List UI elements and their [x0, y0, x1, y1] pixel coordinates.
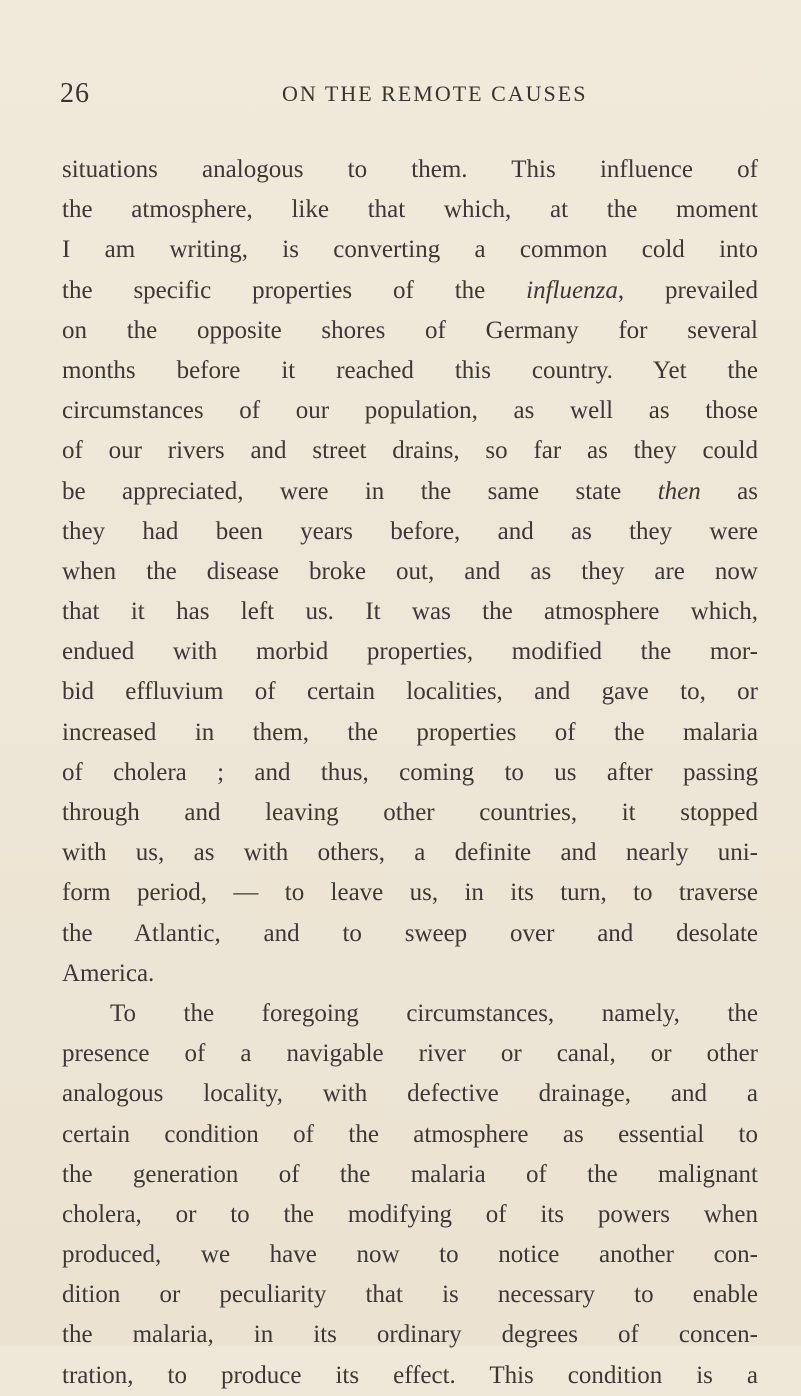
text-line: of cholera ; and thus, coming to us after passing [62, 758, 758, 786]
text-line: they had been years before, and as they were [62, 517, 758, 545]
text-line: America. [62, 959, 155, 987]
text-line: situations analogous to them. This influence of [62, 156, 758, 183]
paragraph-2 [62, 994, 758, 1396]
running-head [60, 76, 760, 112]
italic-word: influenza [526, 276, 618, 304]
body-text [62, 150, 758, 1396]
text-line: when the disease broke out, and as they are now [62, 557, 758, 585]
text-line: certain condition of the atmosphere as essential to [62, 1120, 758, 1148]
paragraph-1 [62, 150, 758, 994]
text-line: To the foregoing circumstances, namely, the [110, 999, 758, 1027]
text-line: be appreciated, were in the same state then as [62, 477, 758, 505]
text-line: form period, — to leave us, in its turn, to traverse [62, 879, 758, 907]
running-title: ON THE REMOTE CAUSES [282, 81, 588, 106]
italic-word: then [657, 477, 701, 505]
text-line: months before it reached this country. Yet the [62, 356, 758, 384]
text-line: with us, as with others, a definite and nearly uni- [62, 839, 758, 867]
text-line: the Atlantic, and to sweep over and desolate [62, 919, 758, 947]
text-line: analogous locality, with defective drainage, and a [62, 1080, 758, 1108]
text-line: the generation of the malaria of the malignant [62, 1160, 758, 1188]
text-line: I am writing, is converting a common cold into [62, 236, 758, 264]
text-line: that it has left us. It was the atmosphere which, [62, 598, 758, 626]
text-line: the specific properties of the influenza, prevailed [62, 276, 758, 304]
text-line: cholera, or to the modifying of its powers when [62, 1200, 758, 1228]
text-line: produced, we have now to notice another con- [62, 1241, 758, 1269]
text-line: of our rivers and street drains, so far as they could [62, 437, 758, 465]
text-line: the atmosphere, like that which, at the moment [62, 196, 758, 224]
text-line: endued with morbid properties, modified the mor- [62, 638, 758, 666]
text-line: the malaria, in its ordinary degrees of concen- [62, 1321, 758, 1349]
text-line: circumstances of our population, as well as those [62, 397, 758, 425]
text-line: bid effluvium of certain localities, and gave to, or [62, 678, 758, 706]
text-line: dition or peculiarity that is necessary to enable [62, 1281, 758, 1309]
text-line: tration, to produce its effect. This condition is a [62, 1361, 758, 1389]
text-line: increased in them, the properties of the malaria [62, 718, 758, 746]
text-line: on the opposite shores of Germany for several [62, 316, 758, 344]
text-line: presence of a navigable river or canal, or other [62, 1040, 758, 1068]
page-number: 26 [60, 78, 90, 109]
text-line: through and leaving other countries, it stopped [62, 799, 758, 826]
